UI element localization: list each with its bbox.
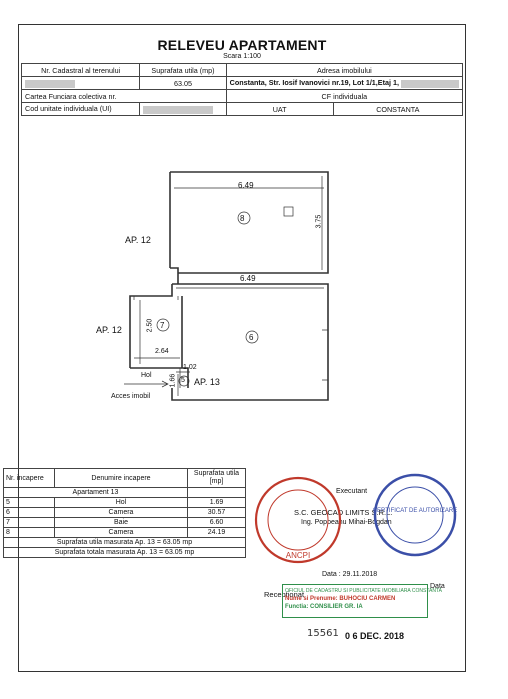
row-suprafata: 24.19 (188, 528, 246, 538)
receptionat-label: Receptionat (264, 590, 305, 599)
dim-264: 2.64 (155, 348, 169, 355)
cell-cartea-funciara: Cartea Funciara colectiva nr. (22, 90, 227, 103)
dim-166: 1.66 (169, 373, 177, 388)
cell-adresa-label: Adresa imobilului (226, 64, 462, 77)
column-symbol (284, 207, 293, 216)
reception-nume: Nume si Prenume: BUHOCIU CARMEN (285, 596, 396, 602)
reception-office: OFICIUL DE CADASTRU SI PUBLICITATE IMOBILIARA CONSTANTA (285, 588, 442, 594)
dim-375: 3.75 (315, 214, 323, 229)
room6-number: 6 (249, 333, 254, 342)
cell-suprafata-label: Suprafata utila (mp) (140, 64, 226, 77)
rooms-header-suprafata: Suprafata utila [mp] (188, 469, 246, 488)
dim-102: 1.02 (183, 364, 197, 371)
row-nr: 7 (4, 518, 55, 528)
reception-functia: Functia: CONSILIER GR. IA (285, 604, 363, 610)
cell-cadastral-label: Nr. Cadastral al terenului (22, 64, 140, 77)
row-denumire: Hol (55, 498, 188, 508)
rooms-header-denumire: Denumire incapere (55, 469, 188, 488)
ap12-top-label: AP. 12 (125, 235, 151, 245)
row-nr: 5 (4, 498, 55, 508)
page-title: RELEVEU APARTAMENT (157, 37, 327, 53)
total-totala: Suprafata totala masurata Ap. 13 = 63.05 mp (4, 548, 246, 558)
scale-note: Scara 1:100 (223, 53, 261, 60)
executant-company: S.C. GEOCAD LIMITS S.R.L. (294, 508, 393, 517)
access-arrow (124, 381, 168, 387)
row-denumire: Camera (55, 508, 188, 518)
reception-date: 0 6 DEC. 2018 (345, 631, 405, 641)
row-suprafata: 30.57 (188, 508, 246, 518)
row-nr: 6 (4, 508, 55, 518)
wall-connector (170, 268, 178, 284)
ancpi-stamp-text: ANCPI (285, 551, 311, 560)
row-suprafata: 1.69 (188, 498, 246, 508)
cell-adresa-value: Constanta, Str. Iosif Ivanovici nr.19, Lot 1/1,Etaj 1, (229, 78, 399, 88)
executant-label: Executant (336, 488, 368, 495)
row-denumire: Camera (55, 528, 188, 538)
acces-label: Acces imobil (111, 393, 151, 400)
row-denumire: Baie (55, 518, 188, 528)
dim-649-mid: 6.49 (240, 274, 256, 283)
executant-engineer: Ing. Popoeanu Mihai-Bogdan (301, 519, 392, 526)
cell-cf-individuala: CF individuala (226, 90, 462, 103)
certificate-stamp (370, 470, 460, 560)
rooms-header-nr: Nr. incapere (4, 469, 55, 488)
row-nr: 8 (4, 528, 55, 538)
wall-hol (172, 388, 188, 400)
executant-date: Data : 29.11.2018 (322, 571, 378, 578)
room7-number: 7 (160, 321, 165, 330)
row-suprafata: 6.60 (188, 518, 246, 528)
registration-number: 15561 (307, 628, 339, 639)
ancpi-stamp (252, 474, 344, 566)
cell-suprafata-value: 63.05 (140, 77, 226, 90)
table-row (4, 528, 246, 538)
receptionat-data-label: Data (430, 583, 445, 590)
window-room6 (322, 330, 328, 380)
ap12-left-label: AP. 12 (96, 325, 122, 335)
room8-number: 8 (240, 214, 245, 223)
certificate-stamp-text: CERTIFICAT DE AUTORIZARE (372, 508, 458, 514)
dim-250: 2.50 (146, 318, 154, 333)
cell-uat-value: CONSTANTA (333, 103, 462, 116)
rooms-table (3, 468, 246, 558)
table-row (4, 498, 246, 508)
table-row (4, 508, 246, 518)
dim-649-top: 6.49 (238, 181, 254, 190)
hol-label: Hol (141, 372, 152, 379)
total-masurata: Suprafata utila masurata Ap. 13 = 63.05 mp (4, 538, 246, 548)
wall-room7-bottom (130, 368, 188, 388)
table-row (4, 518, 246, 528)
cell-cod-unitate: Cod unitate individuala (UI) (22, 103, 140, 116)
rooms-subheader: Apartament 13 (4, 488, 188, 498)
room5-number: 5 (181, 377, 185, 384)
cell-uat-label: UAT (226, 103, 333, 116)
ap13-label: AP. 13 (194, 377, 220, 387)
